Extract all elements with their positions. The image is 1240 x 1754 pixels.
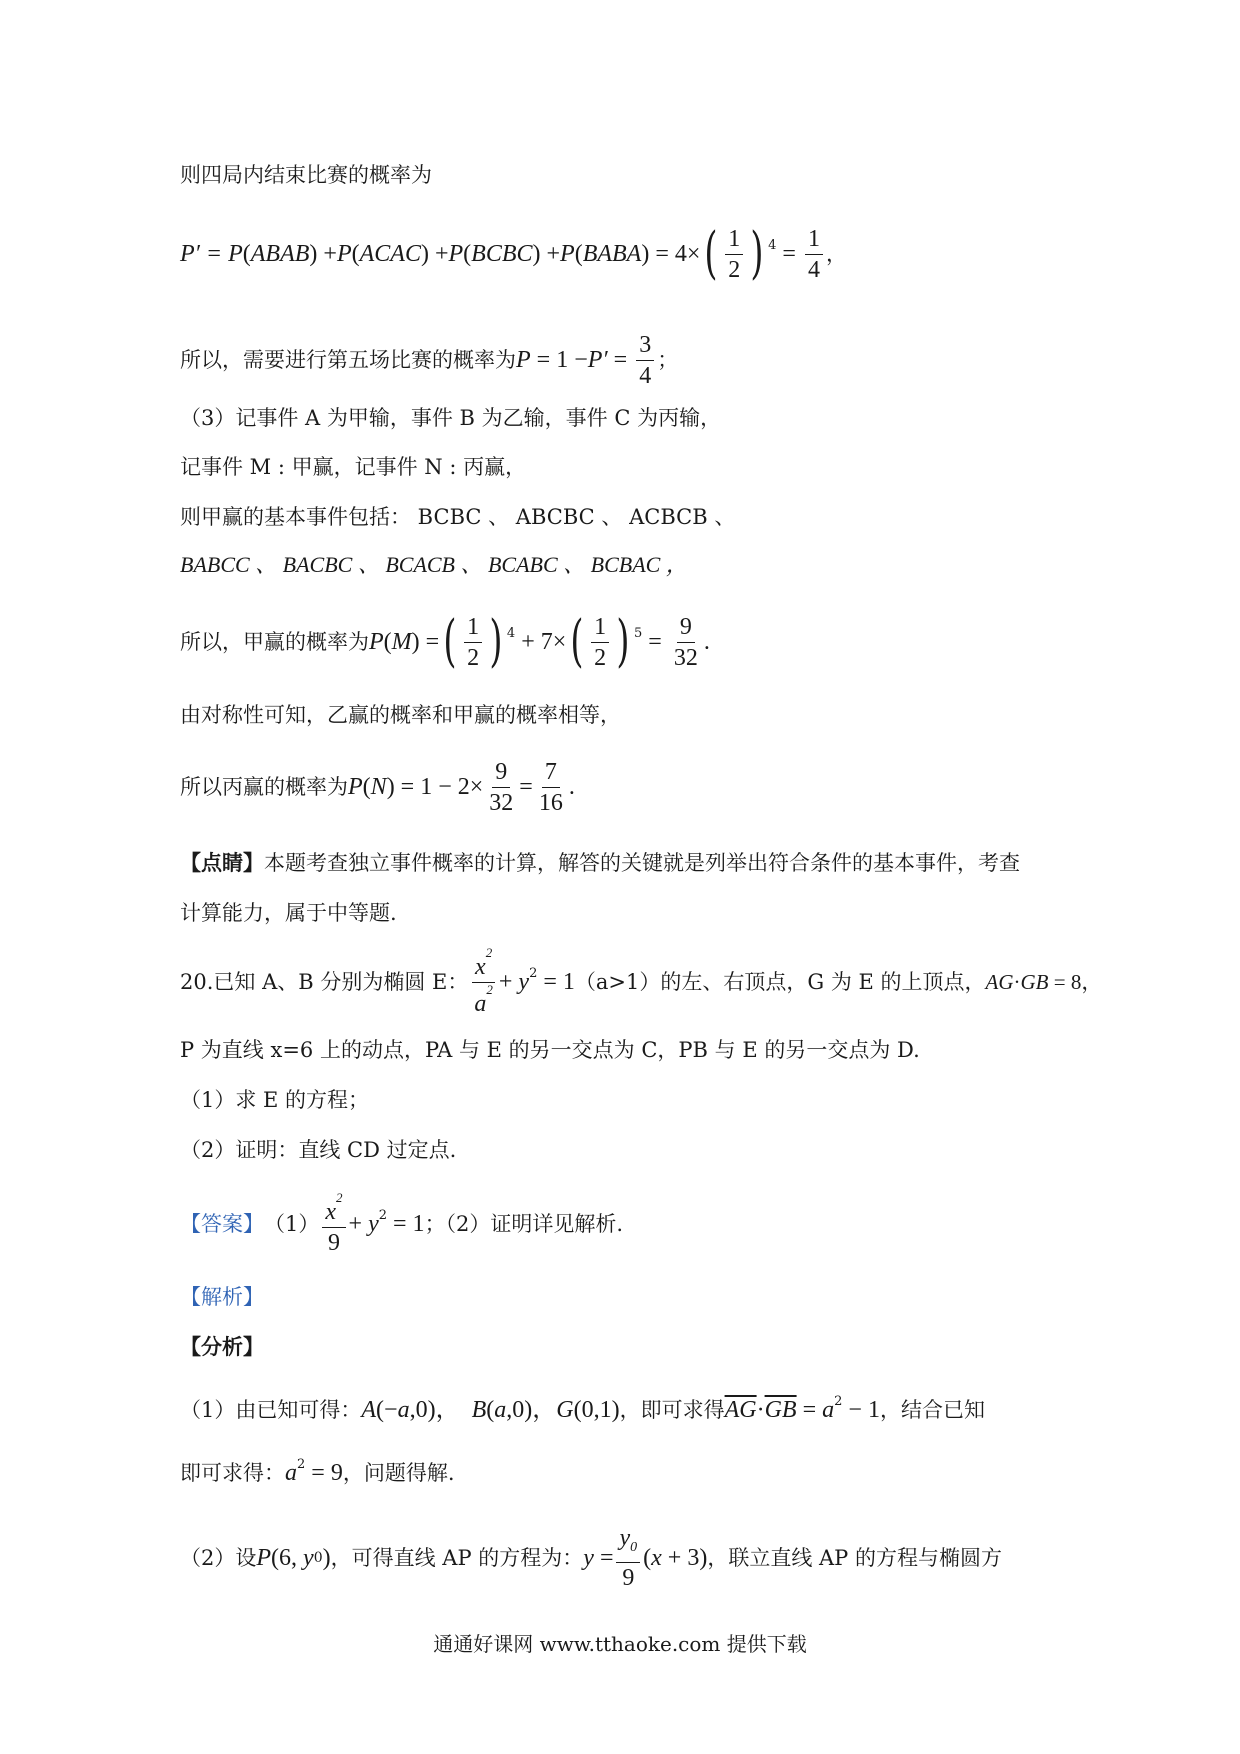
text-line: 【分析】 bbox=[180, 1334, 264, 1359]
page-footer: 通通好课网 www.tthaoke.com 提供下载 bbox=[433, 1632, 807, 1656]
formula-line: P′ = P ( ABAB ) + P ( ACAC ) + P ( BCBC ) + P ( BABA ) = 4× ( $\frac{1}{2}$ ) $^4$ = $\frac{1}{4}$ ， bbox=[180, 221, 847, 286]
text-line: 则甲赢的基本事件包括： BCBC 、 ABCBC 、 ACBCB 、 bbox=[180, 505, 736, 529]
formula-line: （1）由已知可得： A (− a ,0)， B ( a ,0)， G (0,1) ，即可求得 $\overline{AG}$ · $\overline{GB}$ = a $^2$ − 1 ，结合已知 bbox=[180, 1394, 985, 1423]
text-line bbox=[180, 160, 432, 190]
text-line: BABCC 、 BACBC 、 BCACB 、 BCABC 、 BCBAC ， bbox=[180, 552, 688, 577]
answer-line: 【答案】 （1） $\frac{x^2}{9}$ + y $^2$ = 1 ；（2）证明详见解析. bbox=[180, 1189, 624, 1256]
text-line: （3）记事件 A 为甲输，事件 B 为乙输，事件 C 为丙输， bbox=[180, 406, 722, 430]
text-line: 【点睛】 本题考查独立事件概率的计算，解答的关键就是列举出符合条件的基本事件，考查 bbox=[180, 850, 1020, 875]
text-line: 【解析】 bbox=[180, 1285, 264, 1309]
formula-line: 即可求得： a $^2$ = 9 ，问题得解. bbox=[180, 1457, 455, 1486]
text: 则四局内结束比赛的概率为 bbox=[180, 163, 432, 187]
text-line: 记事件 M : 甲赢，记事件 N : 丙赢， bbox=[180, 455, 527, 479]
text-line: P 为直线 x=6 上的动点，PA 与 E 的另一交点为 C，PB 与 E 的另一交点为 D. bbox=[180, 1038, 920, 1062]
formula-line: 所以，甲赢的概率为 P ( M ) = ( $\frac{1}{2}$ ) $^4$ + 7× ( $\frac{1}{2}$ ) $^5$ = $\frac{9}{32}$ . bbox=[180, 609, 710, 674]
text-line: 计算能力，属于中等题. bbox=[180, 901, 397, 925]
text-line: （1）求 E 的方程； bbox=[180, 1088, 370, 1112]
text-line: （2）证明：直线 CD 过定点. bbox=[180, 1138, 457, 1162]
text-line: 由对称性可知，乙赢的概率和甲赢的概率相等， bbox=[180, 703, 621, 727]
formula-line: （2）设 P (6, y 0 ) ，可得直线 AP 的方程为： y = $\frac{y_0}{9}$ ( x + 3) ，联立直线 AP 的方程与椭圆方 bbox=[180, 1524, 1002, 1592]
text: 所以，需要进行第五场比赛的概率为 bbox=[180, 348, 516, 372]
formula-line: 所以丙赢的概率为 P ( N ) = 1 − 2× $\frac{9}{32}$ = $\frac{7}{16}$ . bbox=[180, 758, 575, 816]
problem-line: 20.已知 A、B 分别为椭圆 E： $\frac{x^2}{a^2}$ + y $^2$ = 1 （a>1）的左、右顶点，G 为 E 的上顶点， AG · GB = 8 ， bbox=[180, 944, 1103, 1017]
formula: P′ = P bbox=[180, 241, 243, 267]
formula-line: 所以，需要进行第五场比赛的概率为 P = 1 − P′ = $\frac{3}{4}$ ； bbox=[180, 331, 679, 389]
